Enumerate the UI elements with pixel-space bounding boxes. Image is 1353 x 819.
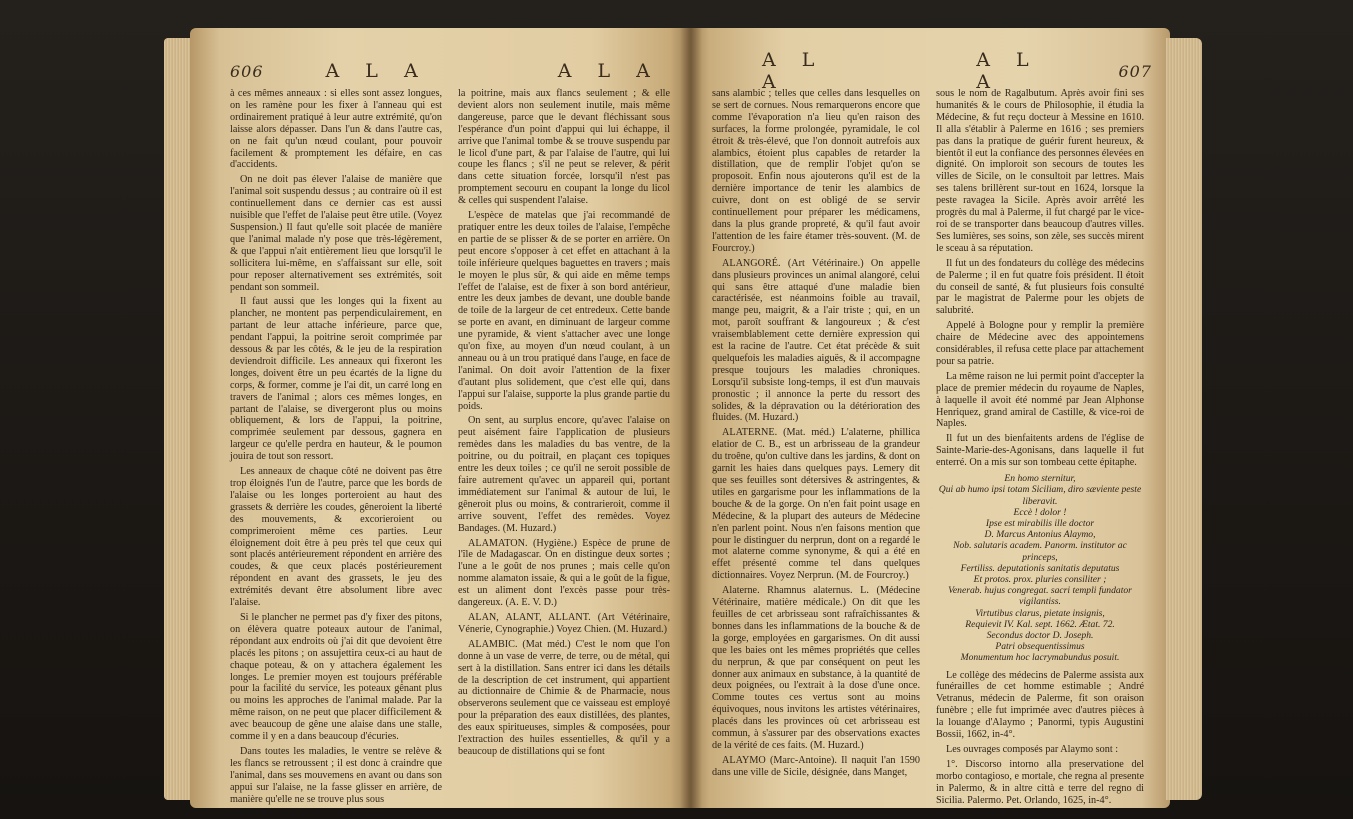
paragraph: Dans toutes les maladies, le ventre se relève & les flancs se retroussent ; il est donc à craindre que l'animal, dans ses mouvemens en avant ou dans son appui sur l'alaise, ne la fasse glisser en arrière, de manière qu'elle ne se trouve plus sous: [230, 745, 442, 805]
paragraph: Les ouvrages composés par Alaymo sont :: [946, 743, 1119, 755]
epitaph-line: D. Marcus Antonius Alaymo,: [984, 529, 1096, 541]
epitaph-line: Virtutibus clarus, pietate insignis,: [975, 607, 1105, 619]
right-page-number: 607: [1118, 61, 1152, 81]
right-running-head-1: A L A: [762, 49, 825, 93]
paragraph: L'espèce de matelas que j'ai recommandé de pratiquer entre les deux toiles de l'alaise, l'empêche en partie de se plisser & de se porter en arrière. On peut encore s'opposer à cet effet en attachant à la toile inférieure quelques baguettes en travers ; mais le moyen le plus sûr, & qui aide en même temps l'effet de l'alaise, est de fixer à son bord antérieur, entre les deux jambes de devant, une double bande de toile de la largeur de cet entredeux. Cette bande se porte en avant, en diminuant de largeur comme une pyramide, & vient s'attacher avec une longe qu'on fixe, au moyen d'un nœud coulant, à un anneau ou à un trou pratiqué dans l'auge, en face de l'animal. On doit avoir l'attention de la fixer d'autant plus solidement, que c'est elle qui, dans l'appui sur l'alaise, supporte la plus grande partie du poids.: [458, 210, 670, 412]
paragraph: Appelé à Bologne pour y remplir la première chaire de Médecine avec des appointemens considérables, il refusa cette place par attachement pour sa patrie.: [936, 320, 1144, 367]
book-gutter: [680, 28, 702, 808]
epitaph-line: Monumentum hoc lacrymabundus posuit.: [960, 652, 1120, 664]
epitaph-line: Requievit IV. Kal. sept. 1662. Ætat. 72.: [965, 618, 1115, 630]
left-page-header: [230, 58, 670, 84]
right-page: [690, 28, 1170, 808]
epitaph-line: Qui ab humo ipsi totam Siciliam, diro sæviente peste liberavit.: [938, 484, 1142, 507]
entry-alamaton: ALAMATON. (Hygiène.) Espèce de prune de l'île de Madagascar. On en distingue deux sortes ; l'une a le goût de nos prunes ; mais celle qu'on nomme alamaton issaie, & qui a le goût de la figue, est un aliment dont l'excès passe pour très-dangereux. (A. E. V. D.): [458, 537, 670, 609]
epitaph-line: Secondus doctor D. Joseph.: [986, 629, 1094, 641]
entry-alangore: ALANGORÉ. (Art Vétérinaire.) On appelle dans plusieurs provinces un animal alangoré, celui qui sans être attaqué d'une maladie bien caractérisée, est néanmoins foible au travail, mange peu, maigrit, & a l'air triste ; qui, en un mot, paroît souffrant & langoureux ; & c'est vraisemblablement cette dernière expression qui est la racine de l'autre. Cet état précède & suit quelquefois les maladies aiguës, & il accompagne presque toujours les maladies chroniques. Lorsqu'il subsiste long-temps, il est d'un mauvais pronostic ; il annonce la perte du ressort des solides, & la dépravation ou la détérioration des fluides. (M. Huzard.): [712, 257, 920, 424]
paragraph: On sent, au surplus encore, qu'avec l'alaise on peut aisément faire l'application de plusieurs remèdes dans les maladies du bas ventre, de la poitrine, ou du poitrail, en plaçant ces topiques entre les deux toiles ; ce qu'il ne seroit possible de faire autrement qu'avec un appareil qui, portant immédiatement sur l'animal & autour de lui, le gêneroit plus ou moins, & contrarieroit, comme il arrive souvent, l'effet des remèdes. Voyez Bandages. (M. Huzard.): [458, 415, 670, 534]
right-page-edges: [1166, 38, 1202, 800]
entry-alaymo: ALAYMO (Marc-Antoine). Il naquit l'an 1590 dans une ville de Sicile, désignée, dans Manget,: [712, 754, 920, 778]
entry-alaterne: ALATERNE. (Mat. méd.) L'alaterne, phillica elatior de C. B., est un arbrisseau de la grandeur du troêne, qu'on cultive dans les jardins, & dont on garnit les haies dans quelques pays. Lemery dit que ses feuilles sont détersives & astringentes, & utiles en gargarisme pour les inflammations de la bouche & de la gorge. On n'en fait point usage en Médecine, & la plupart des auteurs de Médecine n'en parlent point. Nous n'en faisons mention que pour le distinguer du nerprun, dont on a regardé le mot alaterne comme synonyme, & qui a été en effet présenté comme tel dans quelques dictionnaires. Voyez Nerprun. (M. de Fourcroy.): [712, 427, 920, 582]
epitaph-line: Ipse est mirabilis ille doctor: [985, 517, 1095, 529]
epitaph-line: Venerab. hujus congregat. sacri templi fundator vigilantiss.: [948, 585, 1132, 608]
paragraph: On ne doit pas élever l'alaise de manière que l'animal soit suspendu dessus ; au contraire où il est continuellement dans ce dernier cas est aussi nuisible que l'effet de l'alaise peut être utile. (Voyez Suspension.) Il faut qu'elle soit placée de manière que l'animal malade n'y pose que très-légèrement, & que l'appui n'ait entièrement lieu que lorsqu'il le sollicitera lui-même, en s'affaissant sur elle, soit pour reposer alternativement ses extrémités, soit pendant son sommeil.: [230, 174, 442, 293]
epitaph: [936, 473, 1144, 663]
paragraph: Les anneaux de chaque côté ne doivent pas être trop éloignés l'un de l'autre, parce que les bords de l'alaise ou les longes porteroient au haut des grassets & derrière les coudes, gêneroient la liberté des mouvements, & excorieroient ou comprimeroient même ces parties. Leur éloignement doit être à peu près tel que ceux qui sont placés antérieurement répondent en arrière des coudes, & que ceux placés postérieurement répondent en avant des grassets, le jeu des extrémités devant être absolument libre avec l'alaise.: [230, 466, 442, 609]
left-column-1: [230, 88, 442, 808]
epitaph-line: Patri obsequentissimus: [995, 641, 1085, 653]
paragraph: sans alambic ; telles que celles dans lesquelles on se sert de cornues. Nous remarquerons encore que comme l'évaporation n'a lieu qu'en raison des surfaces, la forme prolongée, pyramidale, le col étroit & très-élevé, que l'on donnoit autrefois aux alambics, étoient plus capables de retarder la distillation, que de remplir l'objet qu'on se proposoit. Enfin nous ajouterons qu'il est de la dernière importance de tenir les alambics de cuivre, dont on est obligé de se servir continuellement pour préparer les médicamens, dans la plus grande propreté, & qu'il faut avoir l'attention de les faire étamer très-souvent. (M. de Fourcroy.): [712, 88, 920, 254]
entry-alambic: ALAMBIC. (Mat méd.) C'est le nom que l'on donne à un vase de verre, de terre, ou de métal, qui sert à la distillation. Sans entrer ici dans les détails de la description de cet instrument, qui appartient au dictionnaire de Chimie & de Pharmacie, nous observerons seulement que ce vaisseau est employé pour la préparation des eaux distillées, des plantes, des eaux spiritueuses, simples & composées, pour l'extraction des huiles essentielles, & qu'il y a beaucoup de distillations qui se font: [458, 638, 670, 757]
paragraph: à ces mêmes anneaux : si elles sont assez longues, on les ramène pour les fixer à l'anneau qui est ordinairement pratiqué à leur autre extrémité, qu'on laisse alors dépasser. Dans l'un & dans l'autre cas, on ne fait qu'un nœud coulant, pour pouvoir facilement & promptement les défaire, en cas d'accidents.: [230, 88, 442, 171]
paragraph: 1°. Discorso intorno alla preservatione del morbo contagioso, e mortale, che regna al presente in Palermo, & in altre città e terre del regno di Sicilia. Palermo. Pet. Orlando, 1625, in-4°.: [936, 758, 1144, 806]
paragraph: la poitrine, mais aux flancs seulement ; & elle devient alors non seulement inutile, mais même dangereuse, parce que le devant fléchissant sous l'espérance d'un point d'appui qui lui échappe, il arrive que l'animal tombe & se trouve suspendu par le licol d'une part, & par l'alaise de l'autre, qui lui coupe les flancs ; s'il ne peut se relever, & périt dans cette situation forcée, lorsqu'il n'est pas promptement secouru en coupant la longe du licol & celles qui suspendent l'alaise.: [458, 88, 670, 207]
left-page: [190, 28, 690, 808]
epitaph-line: Eccè ! dolor !: [1013, 506, 1067, 518]
epitaph-line: Et protos. prox. pluries consiliter ;: [973, 573, 1107, 585]
left-page-number: 606: [230, 61, 264, 81]
epitaph-line: Nob. salutaris academ. Panorm. institutor ac princeps,: [953, 540, 1127, 563]
epitaph-line: Fertiliss. deputationis sanitatis deputatus: [960, 562, 1120, 574]
paragraph: sous le nom de Ragalbutum. Après avoir fini ses humanités & le cours de Philosophie, il étudia la Médecine, & fut reçu docteur à Messine en 1610. Il alla s'établir à Palerme en 1616 ; ses premiers pas dans la pratique de guérir furent heureux, & bientôt il eut la confiance des personnes élevées en dignité. On imploroit son secours de toutes les villes de Sicile, on le consultoit par lettres. Mais ses talens brillèrent sur-tout en 1624, lorsque la peste ravagea la Sicile. Après avoir arrêté les progrès du mal à Palerme, il fut chargé par le vice-roi de se transporter dans beaucoup d'autres villes. Ses lumières, ses soins, son zèle, ses succès mirent le sceau à sa réputation.: [936, 88, 1144, 254]
right-running-head-2: A L A: [976, 49, 1039, 93]
entry-alaterne-vet: Alaterne. Rhamnus alaternus. L. (Médecine Vétérinaire, matière médicale.) On dit que les feuilles de cet arbrisseau sont rafraîchissantes & bonnes dans les inflammations de la bouche & de la gorge, employées en gargarismes. On dit aussi que les baies ont les mêmes propriétés que celles du nerprun, & que par conséquent on peut les donner aux animaux en substance, à la quantité de deux poignées, ou l'extrait à la dose d'une once. Comme toutes ces vertus sont au moins équivoques, nous invitons les artistes vétérinaires, placés dans les provinces où cet arbrisseau est commun, à s'assurer par des observations exactes de la vérité de ces faits. (M. Huzard.): [712, 585, 920, 751]
paragraph: Il faut aussi que les longes qui la fixent au plancher, ne montent pas perpendiculairement, en partant de leur attache inférieure, parce que, pendant l'appui, la poitrine seroit comprimée par dessous & par les côtés, & le jeu de la respiration deviendroit difficile. Les anneaux qui fixeront les longes, doivent être un peu écartés de la ligne du corps, & former, comme je l'ai dit, un carré long en travers de l'animal ; alors ces mêmes longes, en partant de l'alaise, se divergeront plus ou moins obliquement, & lors de l'appui, la poitrine, comprimée seulement par dessous, gagnera en largeur ce qu'elle perdra en hauteur, & le poumon jouira de tout son ressort.: [230, 296, 442, 463]
paragraph: Il fut un des bienfaitents ardens de l'église de Sainte-Marie-des-Agonisans, dans laquelle il fut enterré. On a mis sur son tombeau cette épitaphe.: [936, 433, 1144, 469]
epitaph-line: En homo sternitur,: [1004, 473, 1076, 485]
paragraph: Si le plancher ne permet pas d'y fixer des pitons, on élèvera quatre poteaux autour de l'animal, répondant aux endroits où j'ai dit que devoient être placés les pitons ; on assujettira ceux-ci au haut de chaque poteau, & on y attachera également les longes. Le premier moyen est toujours préférable pour la facilité du service, les poteaux gênant plus ou moins les approches de l'animal malade. Par la même raison, on ne peut que placer difficilement & avec beaucoup de gêne une alaise dans une stalle, comme il y en a dans beaucoup d'écuries.: [230, 611, 442, 743]
paragraph: Le collège des médecins de Palerme assista aux funérailles de cet homme estimable ; André Vetranus, médecin de Palerme, fit son oraison funèbre ; elle fut imprimée avec d'autres pièces à la louange d'Alaymo ; Panormi, typis Augustini Bossii, 1662, in-4°.: [936, 669, 1144, 741]
paragraph: La même raison ne lui permit point d'accepter la place de premier médecin du royaume de Naples, à laquelle il avoit été nommé par Jean Alphonse Henriquez, grand amiral de Castille, & vice-roi de Naples.: [936, 370, 1144, 430]
right-column-2: [936, 88, 1144, 808]
left-running-head-1: A L A: [325, 60, 428, 82]
paragraph: Il fut un des fondateurs du collège des médecins de Palerme ; il en fut quatre fois président. Il étoit du conseil de santé, & fut plusieurs fois consulté par le magistrat de Palerme pour les objets de salubrité.: [936, 257, 1144, 317]
right-page-header: [712, 49, 1152, 93]
left-running-head-2: A L A: [557, 60, 660, 82]
entry-alan: ALAN, ALANT, ALLANT. (Art Vétérinaire, Vénerie, Cynographie.) Voyez Chien. (M. Huzard.): [458, 611, 670, 635]
left-column-2: [458, 88, 670, 761]
right-column-1: [712, 88, 920, 782]
open-book: [150, 28, 1210, 808]
